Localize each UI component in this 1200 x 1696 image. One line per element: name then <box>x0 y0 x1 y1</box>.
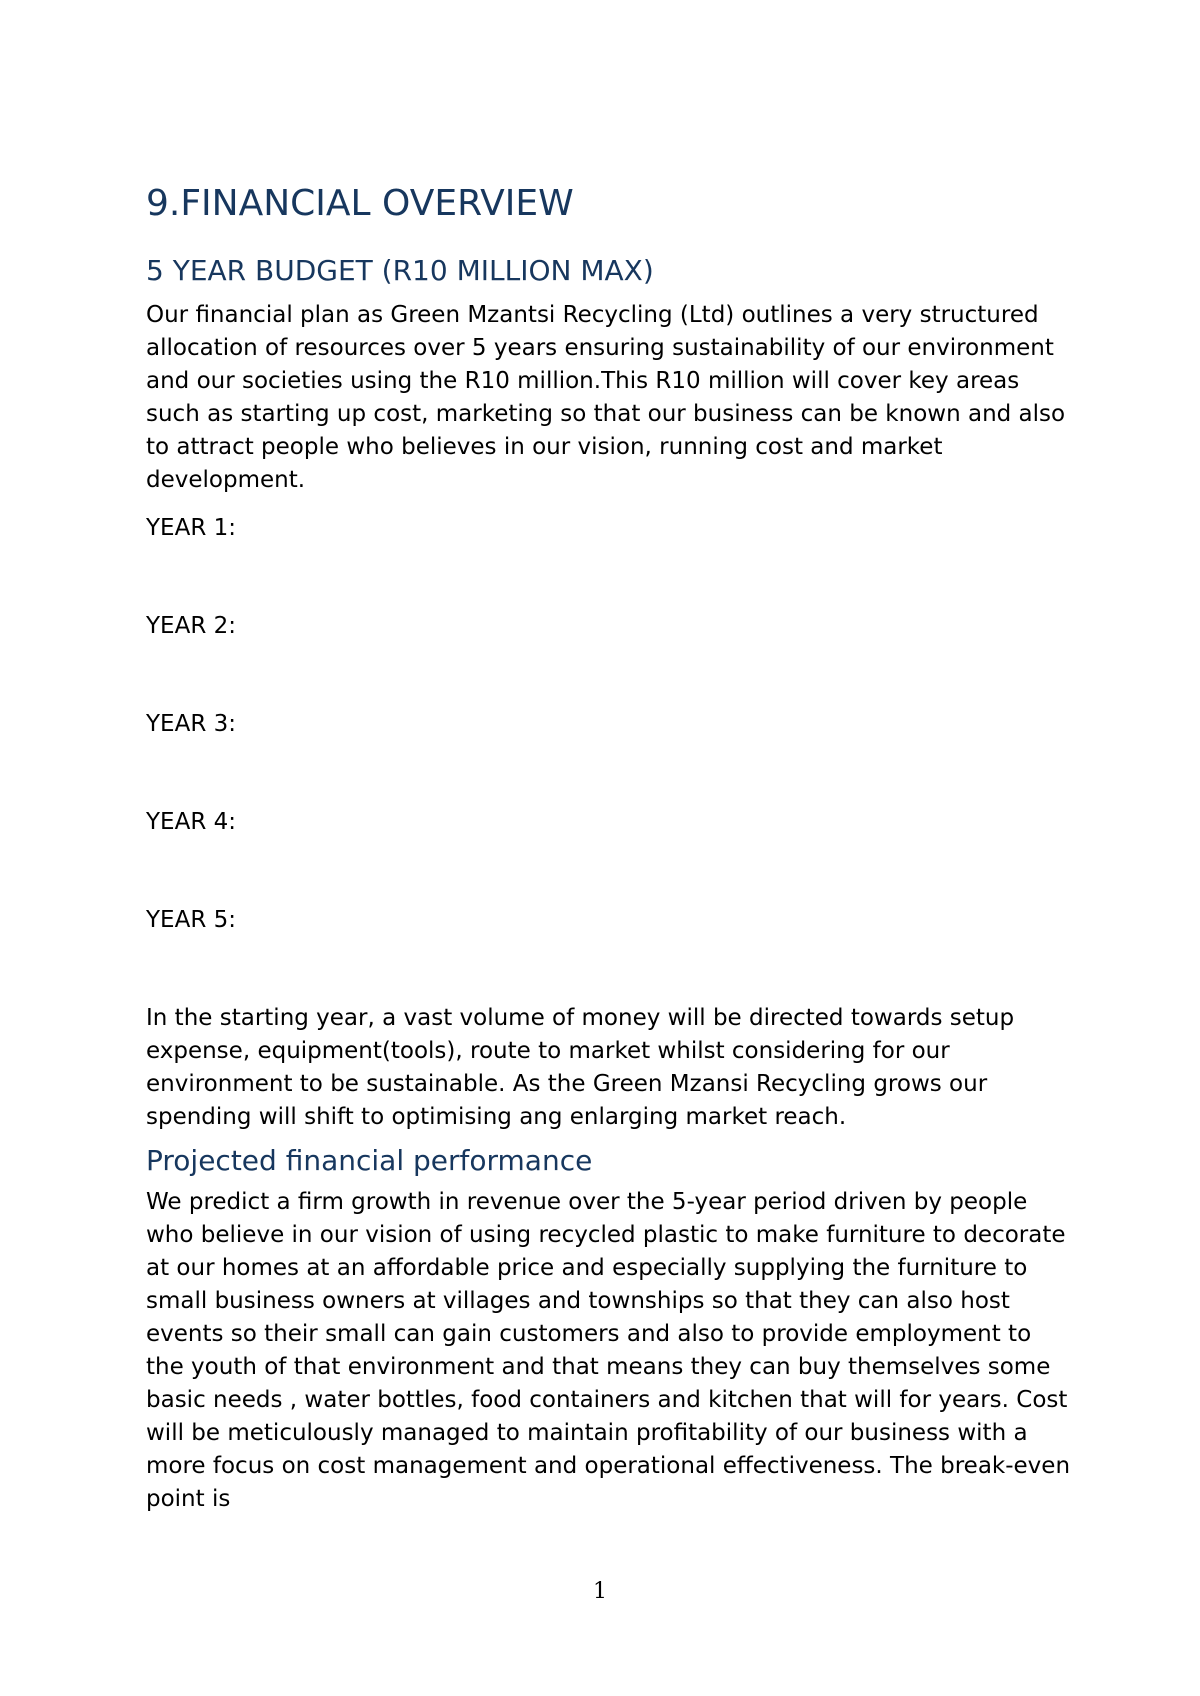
year-2-label: YEAR 2: <box>146 613 236 639</box>
page-number: 1 <box>593 1579 607 1604</box>
document-page <box>146 180 1076 1516</box>
year-5-label: YEAR 5: <box>146 907 236 933</box>
year-4-label: YEAR 4: <box>146 809 236 835</box>
budget-subheading: 5 YEAR BUDGET (R10 MILLION MAX) <box>146 254 654 287</box>
year-list <box>146 512 1076 1002</box>
projected-performance-paragraph: We predict a firm growth in revenue over the 5-year period driven by people who believe in our vision of using recycled plastic to make furniture to decorate at our homes at an affordable price and especially supplying the furniture to small business owners at villages and townships so that they can also host events so their small can gain customers and also to provide employment to the youth of that environment and that means they can buy themselves some basic needs , water bottles, food containers and kitchen that will for years. Cost will be meticulously managed to maintain profitability of our business with a more focus on cost management and operational effectiveness. The break-even point is <box>146 1189 1071 1512</box>
starting-year-paragraph: In the starting year, a vast volume of money will be directed towards setup expense, equipment(tools), route to market whilst considering for our environment to be sustainable. As the Green Mzansi Recycling grows our spending will shift to optimising ang enlarging market reach. <box>146 1005 1015 1130</box>
intro-paragraph: Our financial plan as Green Mzantsi Recycling (Ltd) outlines a very structured allocation of resources over 5 years ensuring sustainability of our environment and our societies using the R10 million.This R10 million will cover key areas such as starting up cost, marketing so that our business can be known and also to attract people who believes in our vision, running cost and market development. <box>146 302 1066 493</box>
section-heading: 9.FINANCIAL OVERVIEW <box>146 183 574 224</box>
projected-performance-heading: Projected financial performance <box>146 1144 593 1177</box>
year-1-label: YEAR 1: <box>146 515 236 541</box>
year-3-label: YEAR 3: <box>146 711 236 737</box>
